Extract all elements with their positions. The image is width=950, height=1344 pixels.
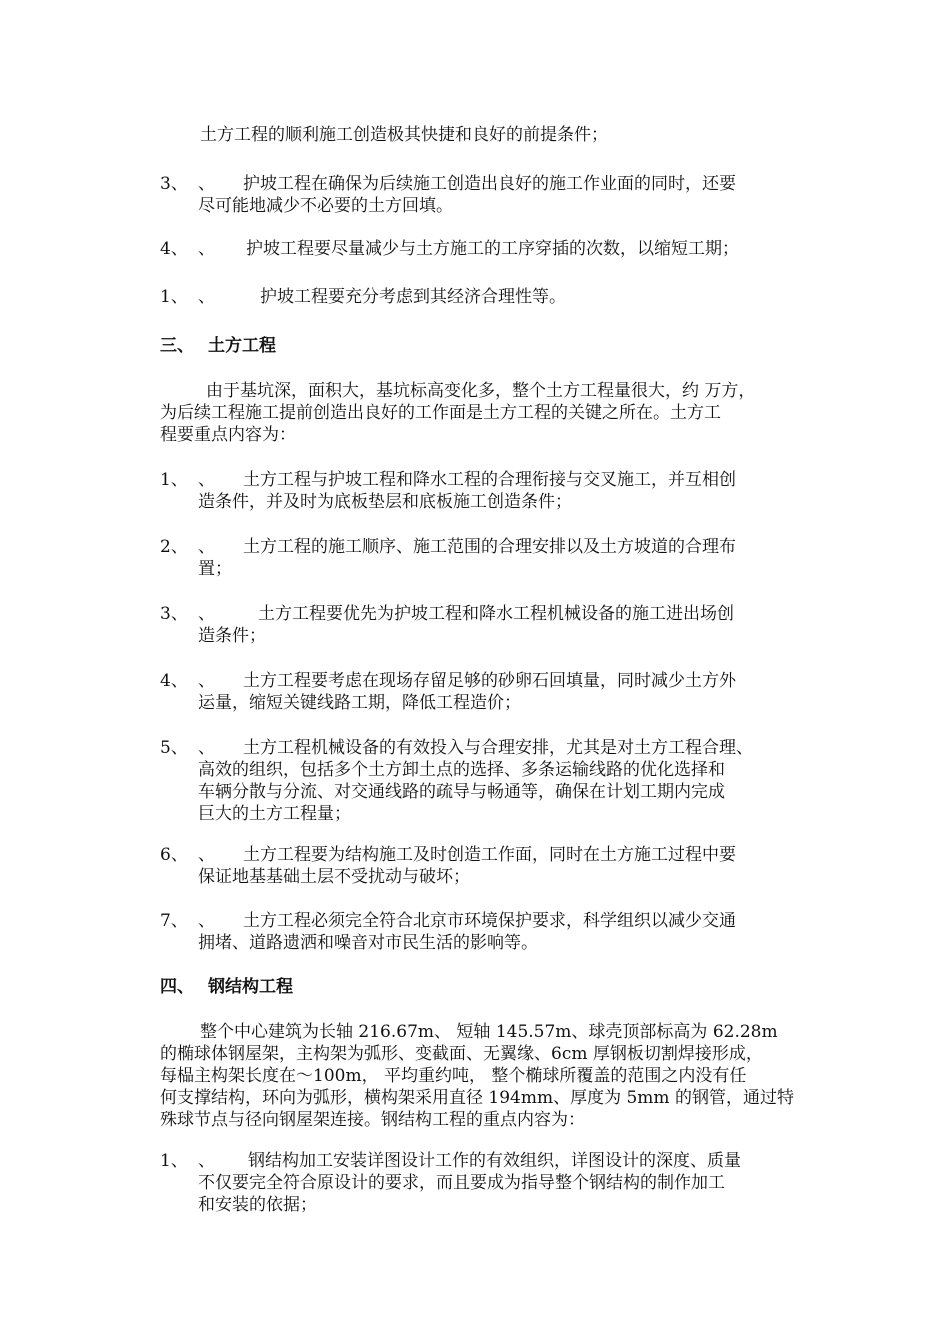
item-mark: 、 xyxy=(198,287,215,307)
item-text: 保证地基基础土层不受扰动与破坏； xyxy=(198,867,470,887)
item-number: 1、 xyxy=(160,470,188,490)
item-text: 和安装的依据； xyxy=(198,1195,317,1215)
paragraph-line: 为后续工程施工提前创造出良好的工作面是土方工程的关键之所在。土方工 xyxy=(160,403,721,423)
section-title: 土方工程 xyxy=(208,336,276,356)
item-mark: 、 xyxy=(198,911,215,931)
item-text: 土方工程要为结构施工及时创造工作面，同时在土方施工过程中要 xyxy=(243,845,736,865)
item-text: 土方工程的施工顺序、施工范围的合理安排以及土方坡道的合理布 xyxy=(243,537,736,557)
item-mark: 、 xyxy=(198,738,215,758)
item-text: 护坡工程要尽量减少与土方施工的工序穿插的次数，以缩短工期； xyxy=(246,239,739,259)
item-number: 3、 xyxy=(160,174,188,194)
paragraph-line: 的椭球体钢屋架，主构架为弧形、变截面、无翼缘、6cm 厚钢板切割焊接形成， xyxy=(160,1044,763,1064)
item-number: 5、 xyxy=(160,738,188,758)
item-mark: 、 xyxy=(198,239,215,259)
item-text: 高效的组织，包括多个土方卸土点的选择、多条运输线路的优化选择和 xyxy=(198,760,725,780)
item-text: 巨大的土方工程量； xyxy=(198,804,351,824)
item-number: 2、 xyxy=(160,537,188,557)
item-text: 护坡工程要充分考虑到其经济合理性等。 xyxy=(260,287,566,307)
item-mark: 、 xyxy=(198,604,215,624)
item-number: 4、 xyxy=(160,671,188,691)
section-title: 钢结构工程 xyxy=(208,977,293,997)
item-mark: 、 xyxy=(198,671,215,691)
item-text: 车辆分散与分流、对交通线路的疏导与畅通等，确保在计划工期内完成 xyxy=(198,782,725,802)
item-text: 拥堵、道路遗洒和噪音对市民生活的影响等。 xyxy=(198,933,538,953)
item-text: 土方工程机械设备的有效投入与合理安排，尤其是对土方工程合理、 xyxy=(243,738,753,758)
item-text: 土方工程要优先为护坡工程和降水工程机械设备的施工进出场创 xyxy=(258,604,734,624)
item-number: 4、 xyxy=(160,239,188,259)
paragraph-line: 程要重点内容为： xyxy=(160,425,296,445)
item-text: 尽可能地减少不必要的土方回填。 xyxy=(198,196,453,216)
paragraph-line: 由于基坑深，面积大，基坑标高变化多，整个土方工程量很大，约 万方， xyxy=(206,381,756,401)
item-text: 运量，缩短关键线路工期，降低工程造价； xyxy=(198,693,521,713)
item-text: 置； xyxy=(198,559,232,579)
item-text: 土方工程必须完全符合北京市环境保护要求，科学组织以减少交通 xyxy=(243,911,736,931)
item-text: 土方工程要考虑在现场存留足够的砂卵石回填量，同时减少土方外 xyxy=(243,671,736,691)
item-text: 造条件； xyxy=(198,626,266,646)
item-mark: 、 xyxy=(198,174,215,194)
intro-line: 土方工程的顺利施工创造极其快捷和良好的前提条件； xyxy=(200,125,608,145)
paragraph-line: 每榀主构架长度在～100m， 平均重约吨， 整个椭球所覆盖的范围之内没有任 xyxy=(160,1066,747,1086)
item-text: 造条件，并及时为底板垫层和底板施工创造条件； xyxy=(198,492,572,512)
paragraph-line: 殊球节点与径向钢屋架连接。钢结构工程的重点内容为： xyxy=(160,1110,585,1130)
item-mark: 、 xyxy=(198,470,215,490)
item-text: 不仅要完全符合原设计的要求，而且要成为指导整个钢结构的制作加工 xyxy=(198,1173,725,1193)
item-number: 6、 xyxy=(160,845,188,865)
item-number: 3、 xyxy=(160,604,188,624)
item-mark: 、 xyxy=(198,845,215,865)
item-mark: 、 xyxy=(198,1151,215,1171)
item-text: 护坡工程在确保为后续施工创造出良好的施工作业面的同时，还要 xyxy=(243,174,736,194)
item-number: 1、 xyxy=(160,287,188,307)
item-text: 土方工程与护坡工程和降水工程的合理衔接与交叉施工，并互相创 xyxy=(243,470,736,490)
item-number: 7、 xyxy=(160,911,188,931)
item-mark: 、 xyxy=(198,537,215,557)
paragraph-line: 整个中心建筑为长轴 216.67m、 短轴 145.57m、球壳顶部标高为 62.28m xyxy=(200,1022,778,1042)
item-text: 钢结构加工安装详图设计工作的有效组织，详图设计的深度、质量 xyxy=(248,1151,741,1171)
section-number: 三、 xyxy=(160,336,194,356)
paragraph-line: 何支撑结构，环向为弧形，横构架采用直径 194mm、厚度为 5mm 的钢管，通过特 xyxy=(160,1088,794,1108)
item-number: 1、 xyxy=(160,1151,188,1171)
section-number: 四、 xyxy=(160,977,194,997)
